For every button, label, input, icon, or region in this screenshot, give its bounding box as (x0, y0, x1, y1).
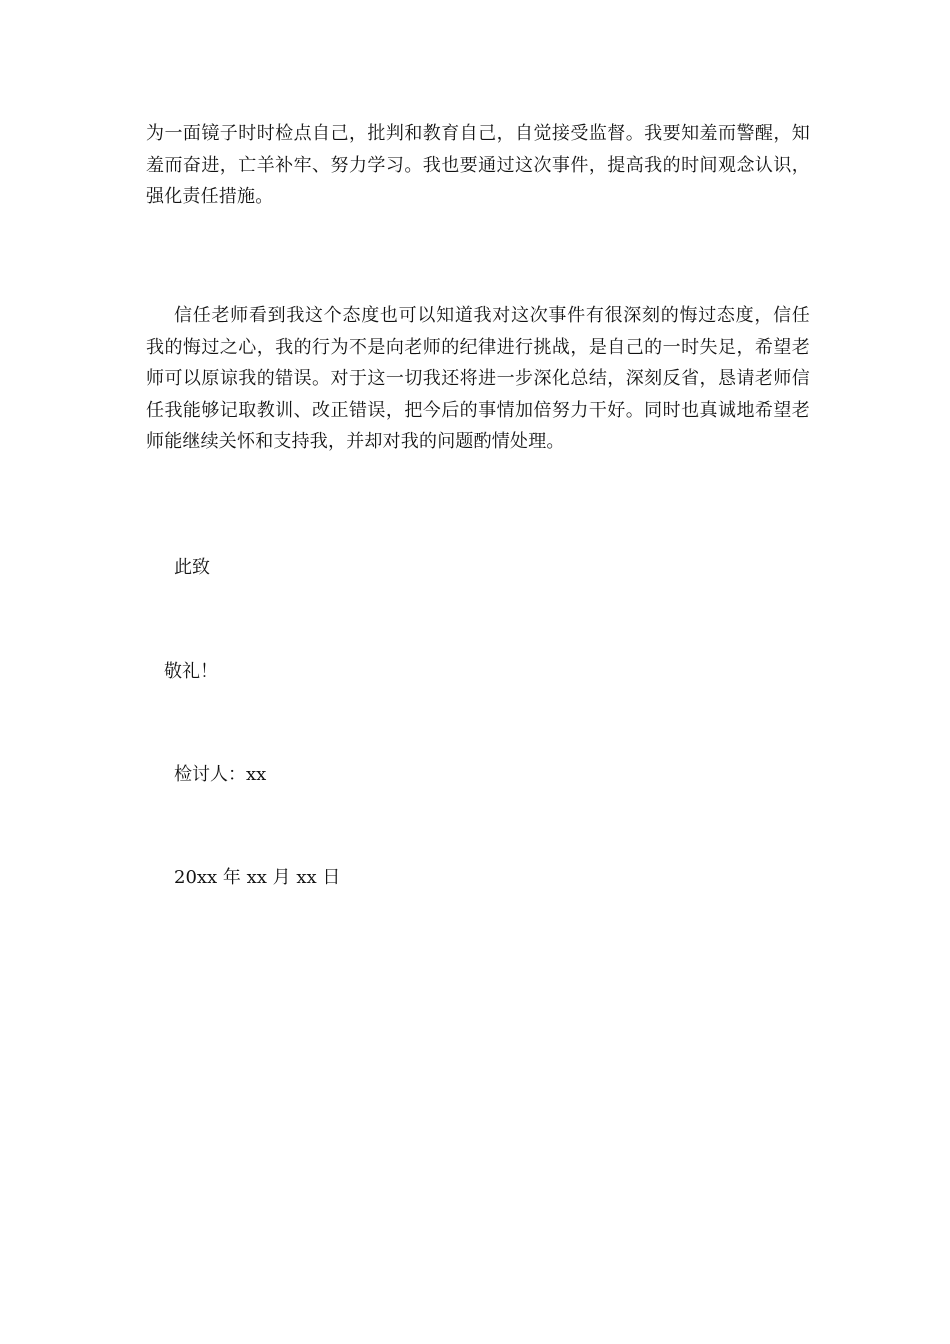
paragraph-continuation: 为一面镜子时时检点自己，批判和教育自己，自觉接受监督。我要知羞而警醒，知羞而奋进，亡羊补牢、努力学习。我也要通过这次事件，提高我的时间观念认识，强化责任措施。 (146, 123, 810, 207)
date-line: 20xx 年 xx 月 xx 日 (174, 867, 341, 888)
letter-closing: 此致 (174, 557, 210, 578)
letter-regards: 敬礼！ (164, 661, 218, 682)
paragraph-apology: 信任老师看到我这个态度也可以知道我对这次事件有很深刻的悔过态度，信任我的悔过之心，我的行为不是向老师的纪律进行挑战，是自己的一时失足，希望老师可以原谅我的错误。对于这一切我还将进一步深化总结，深刻反省，恳请老师信任我能够记取教训、改正错误，把今后的事情加倍努力干好。同时也真诚地希望老师能继续关怀和支持我，并却对我的问题酌情处理。 (146, 305, 810, 452)
signer-line: 检讨人：xx (174, 764, 267, 785)
